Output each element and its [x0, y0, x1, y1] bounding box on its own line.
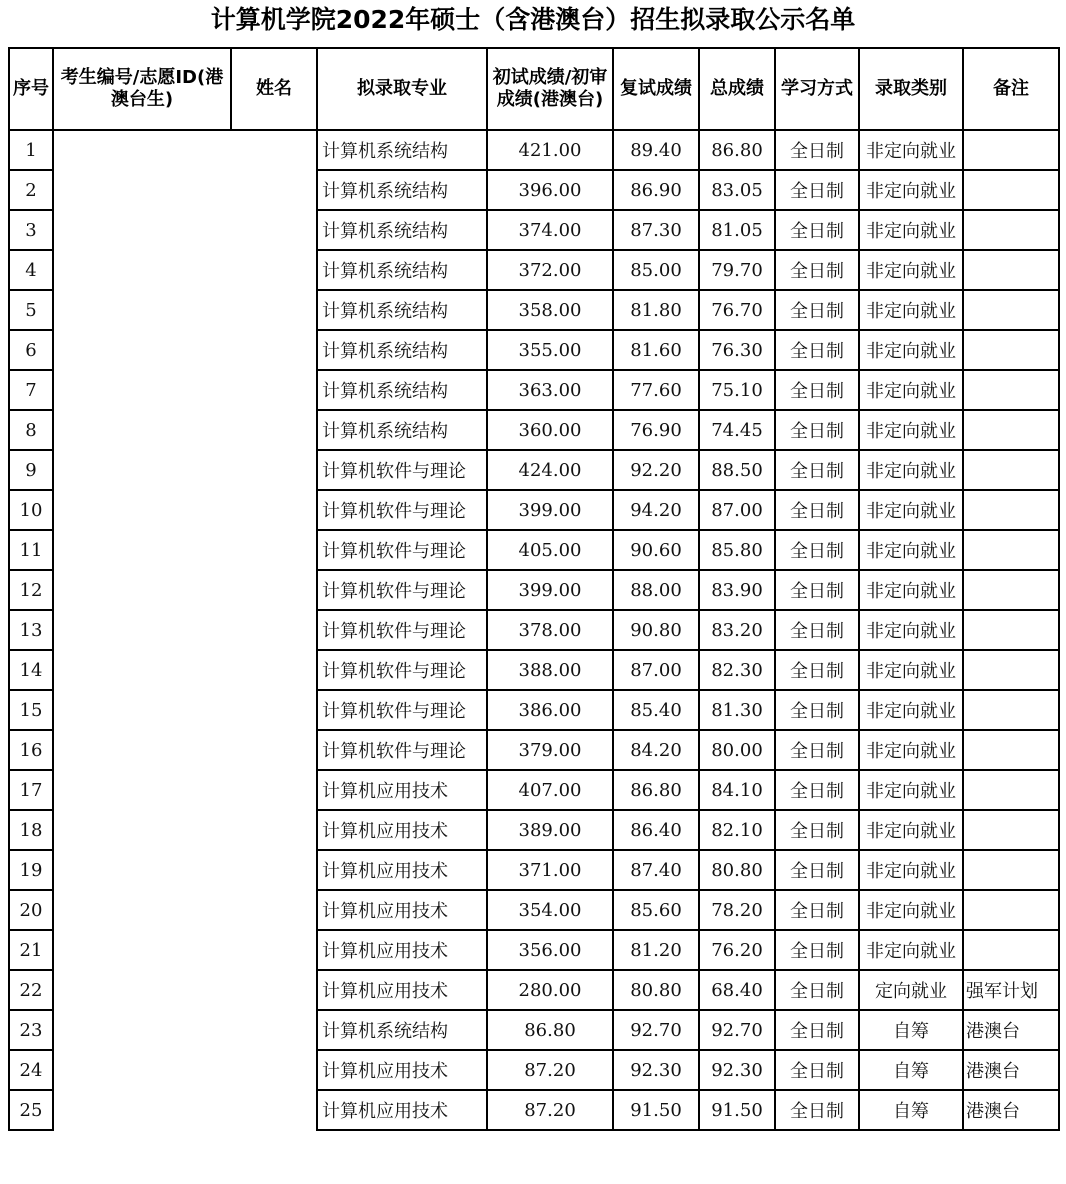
- row-major: 计算机应用技术: [317, 1050, 487, 1090]
- row-total-score: 82.30: [699, 650, 775, 690]
- row-major: 计算机应用技术: [317, 1090, 487, 1130]
- row-remark: [963, 890, 1059, 930]
- row-initial-score: 355.00: [487, 330, 613, 370]
- header-study-mode: 学习方式: [775, 48, 859, 130]
- row-admission-category: 非定向就业: [859, 730, 963, 770]
- row-initial-score: 399.00: [487, 570, 613, 610]
- row-retest-score: 90.60: [613, 530, 699, 570]
- row-admission-category: 非定向就业: [859, 530, 963, 570]
- row-total-score: 92.30: [699, 1050, 775, 1090]
- row-seq: 20: [9, 890, 53, 930]
- row-seq: 6: [9, 330, 53, 370]
- row-remark: [963, 170, 1059, 210]
- row-admission-category: 非定向就业: [859, 850, 963, 890]
- row-total-score: 83.05: [699, 170, 775, 210]
- row-initial-score: 374.00: [487, 210, 613, 250]
- row-retest-score: 85.00: [613, 250, 699, 290]
- row-retest-score: 86.90: [613, 170, 699, 210]
- row-admission-category: 非定向就业: [859, 170, 963, 210]
- row-admission-category: 自筹: [859, 1090, 963, 1130]
- row-name: [231, 690, 317, 730]
- row-total-score: 92.70: [699, 1010, 775, 1050]
- row-name: [231, 650, 317, 690]
- row-name: [231, 530, 317, 570]
- row-seq: 24: [9, 1050, 53, 1090]
- row-total-score: 80.00: [699, 730, 775, 770]
- header-major: 拟录取专业: [317, 48, 487, 130]
- row-name: [231, 970, 317, 1010]
- row-admission-category: 非定向就业: [859, 810, 963, 850]
- row-candidate-id: [53, 610, 231, 650]
- row-retest-score: 86.80: [613, 770, 699, 810]
- row-name: [231, 1090, 317, 1130]
- table-row: [9, 1050, 1059, 1090]
- row-retest-score: 88.00: [613, 570, 699, 610]
- row-remark: 港澳台: [963, 1090, 1059, 1130]
- row-remark: [963, 290, 1059, 330]
- row-retest-score: 87.00: [613, 650, 699, 690]
- row-retest-score: 89.40: [613, 130, 699, 170]
- row-candidate-id: [53, 130, 231, 170]
- row-initial-score: 379.00: [487, 730, 613, 770]
- row-candidate-id: [53, 970, 231, 1010]
- row-study-mode: 全日制: [775, 250, 859, 290]
- table-row: [9, 1010, 1059, 1050]
- row-major: 计算机系统结构: [317, 330, 487, 370]
- admission-table: [8, 47, 1060, 1131]
- row-remark: [963, 130, 1059, 170]
- row-remark: [963, 530, 1059, 570]
- row-initial-score: 280.00: [487, 970, 613, 1010]
- row-study-mode: 全日制: [775, 490, 859, 530]
- header-row: [9, 48, 1059, 130]
- row-name: [231, 130, 317, 170]
- row-study-mode: 全日制: [775, 930, 859, 970]
- row-study-mode: 全日制: [775, 170, 859, 210]
- row-major: 计算机应用技术: [317, 850, 487, 890]
- row-remark: [963, 210, 1059, 250]
- row-seq: 16: [9, 730, 53, 770]
- row-total-score: 91.50: [699, 1090, 775, 1130]
- row-seq: 8: [9, 410, 53, 450]
- row-major: 计算机系统结构: [317, 250, 487, 290]
- row-major: 计算机系统结构: [317, 370, 487, 410]
- page-title: 计算机学院2022年硕士（含港澳台）招生拟录取公示名单: [210, 5, 856, 34]
- row-seq: 10: [9, 490, 53, 530]
- row-study-mode: 全日制: [775, 410, 859, 450]
- row-initial-score: 421.00: [487, 130, 613, 170]
- row-major: 计算机软件与理论: [317, 530, 487, 570]
- row-total-score: 86.80: [699, 130, 775, 170]
- table-row: [9, 570, 1059, 610]
- row-remark: [963, 930, 1059, 970]
- row-candidate-id: [53, 1090, 231, 1130]
- row-candidate-id: [53, 1010, 231, 1050]
- row-total-score: 79.70: [699, 250, 775, 290]
- row-remark: [963, 690, 1059, 730]
- row-admission-category: 非定向就业: [859, 210, 963, 250]
- row-admission-category: 非定向就业: [859, 450, 963, 490]
- row-candidate-id: [53, 650, 231, 690]
- row-study-mode: 全日制: [775, 370, 859, 410]
- row-initial-score: 356.00: [487, 930, 613, 970]
- table-row: [9, 690, 1059, 730]
- table-row: [9, 410, 1059, 450]
- row-initial-score: 407.00: [487, 770, 613, 810]
- row-major: 计算机应用技术: [317, 890, 487, 930]
- row-name: [231, 770, 317, 810]
- row-study-mode: 全日制: [775, 1010, 859, 1050]
- row-admission-category: 非定向就业: [859, 650, 963, 690]
- header-initial-score: 初试成绩/初审成绩(港澳台): [487, 48, 613, 130]
- table-row: [9, 1090, 1059, 1130]
- row-candidate-id: [53, 250, 231, 290]
- row-candidate-id: [53, 810, 231, 850]
- row-seq: 1: [9, 130, 53, 170]
- row-candidate-id: [53, 410, 231, 450]
- row-name: [231, 850, 317, 890]
- row-study-mode: 全日制: [775, 1090, 859, 1130]
- row-initial-score: 363.00: [487, 370, 613, 410]
- row-admission-category: 非定向就业: [859, 370, 963, 410]
- row-total-score: 68.40: [699, 970, 775, 1010]
- row-total-score: 83.20: [699, 610, 775, 650]
- row-study-mode: 全日制: [775, 1050, 859, 1090]
- row-seq: 14: [9, 650, 53, 690]
- row-admission-category: 自筹: [859, 1050, 963, 1090]
- row-major: 计算机系统结构: [317, 170, 487, 210]
- table-row: [9, 450, 1059, 490]
- row-candidate-id: [53, 530, 231, 570]
- row-study-mode: 全日制: [775, 570, 859, 610]
- row-initial-score: 386.00: [487, 690, 613, 730]
- table-row: [9, 490, 1059, 530]
- table-row: [9, 930, 1059, 970]
- row-candidate-id: [53, 730, 231, 770]
- row-name: [231, 1050, 317, 1090]
- row-admission-category: 非定向就业: [859, 930, 963, 970]
- row-retest-score: 81.80: [613, 290, 699, 330]
- row-remark: [963, 570, 1059, 610]
- row-retest-score: 80.80: [613, 970, 699, 1010]
- row-retest-score: 94.20: [613, 490, 699, 530]
- row-study-mode: 全日制: [775, 610, 859, 650]
- table-row: [9, 290, 1059, 330]
- row-initial-score: 405.00: [487, 530, 613, 570]
- table-row: [9, 530, 1059, 570]
- table-row: [9, 970, 1059, 1010]
- row-name: [231, 930, 317, 970]
- row-initial-score: 399.00: [487, 490, 613, 530]
- row-remark: [963, 650, 1059, 690]
- row-admission-category: 非定向就业: [859, 290, 963, 330]
- row-name: [231, 570, 317, 610]
- row-seq: 15: [9, 690, 53, 730]
- row-study-mode: 全日制: [775, 210, 859, 250]
- row-name: [231, 730, 317, 770]
- row-retest-score: 81.60: [613, 330, 699, 370]
- row-retest-score: 87.30: [613, 210, 699, 250]
- row-retest-score: 91.50: [613, 1090, 699, 1130]
- row-initial-score: 86.80: [487, 1010, 613, 1050]
- row-remark: [963, 770, 1059, 810]
- row-major: 计算机软件与理论: [317, 490, 487, 530]
- row-remark: [963, 490, 1059, 530]
- row-seq: 23: [9, 1010, 53, 1050]
- row-total-score: 74.45: [699, 410, 775, 450]
- row-total-score: 84.10: [699, 770, 775, 810]
- row-seq: 19: [9, 850, 53, 890]
- row-initial-score: 87.20: [487, 1090, 613, 1130]
- row-name: [231, 170, 317, 210]
- row-study-mode: 全日制: [775, 450, 859, 490]
- row-seq: 3: [9, 210, 53, 250]
- row-total-score: 87.00: [699, 490, 775, 530]
- row-seq: 11: [9, 530, 53, 570]
- table-row: [9, 250, 1059, 290]
- row-major: 计算机软件与理论: [317, 650, 487, 690]
- row-seq: 13: [9, 610, 53, 650]
- row-admission-category: 非定向就业: [859, 330, 963, 370]
- table-row: [9, 330, 1059, 370]
- table-row: [9, 610, 1059, 650]
- row-name: [231, 330, 317, 370]
- row-name: [231, 210, 317, 250]
- table-body: [9, 130, 1059, 1130]
- table-row: [9, 210, 1059, 250]
- row-admission-category: 非定向就业: [859, 610, 963, 650]
- row-remark: 港澳台: [963, 1050, 1059, 1090]
- row-total-score: 76.30: [699, 330, 775, 370]
- row-major: 计算机系统结构: [317, 410, 487, 450]
- row-candidate-id: [53, 850, 231, 890]
- table-row: [9, 650, 1059, 690]
- row-seq: 9: [9, 450, 53, 490]
- row-study-mode: 全日制: [775, 770, 859, 810]
- row-name: [231, 890, 317, 930]
- row-total-score: 76.20: [699, 930, 775, 970]
- row-major: 计算机应用技术: [317, 810, 487, 850]
- row-major: 计算机软件与理论: [317, 610, 487, 650]
- row-admission-category: 非定向就业: [859, 130, 963, 170]
- row-total-score: 75.10: [699, 370, 775, 410]
- row-name: [231, 610, 317, 650]
- row-name: [231, 250, 317, 290]
- row-study-mode: 全日制: [775, 970, 859, 1010]
- header-total-score: 总成绩: [699, 48, 775, 130]
- header-seq: 序号: [9, 48, 53, 130]
- row-candidate-id: [53, 170, 231, 210]
- row-retest-score: 92.30: [613, 1050, 699, 1090]
- header-retest-score: 复试成绩: [613, 48, 699, 130]
- row-seq: 18: [9, 810, 53, 850]
- row-major: 计算机软件与理论: [317, 450, 487, 490]
- row-retest-score: 90.80: [613, 610, 699, 650]
- header-admission-category: 录取类别: [859, 48, 963, 130]
- row-candidate-id: [53, 490, 231, 530]
- row-remark: [963, 850, 1059, 890]
- row-seq: 17: [9, 770, 53, 810]
- row-remark: 强军计划: [963, 970, 1059, 1010]
- row-initial-score: 371.00: [487, 850, 613, 890]
- row-study-mode: 全日制: [775, 290, 859, 330]
- row-major: 计算机系统结构: [317, 290, 487, 330]
- row-admission-category: 非定向就业: [859, 250, 963, 290]
- row-candidate-id: [53, 450, 231, 490]
- row-name: [231, 290, 317, 330]
- row-initial-score: 388.00: [487, 650, 613, 690]
- row-seq: 2: [9, 170, 53, 210]
- row-retest-score: 81.20: [613, 930, 699, 970]
- row-initial-score: 360.00: [487, 410, 613, 450]
- row-initial-score: 358.00: [487, 290, 613, 330]
- row-retest-score: 84.20: [613, 730, 699, 770]
- row-admission-category: 自筹: [859, 1010, 963, 1050]
- table-row: [9, 770, 1059, 810]
- table-row: [9, 850, 1059, 890]
- row-retest-score: 76.90: [613, 410, 699, 450]
- row-name: [231, 1010, 317, 1050]
- row-seq: 4: [9, 250, 53, 290]
- row-remark: [963, 810, 1059, 850]
- row-seq: 22: [9, 970, 53, 1010]
- row-name: [231, 370, 317, 410]
- row-remark: 港澳台: [963, 1010, 1059, 1050]
- table-row: [9, 890, 1059, 930]
- row-initial-score: 424.00: [487, 450, 613, 490]
- row-admission-category: 定向就业: [859, 970, 963, 1010]
- row-seq: 12: [9, 570, 53, 610]
- row-study-mode: 全日制: [775, 650, 859, 690]
- row-admission-category: 非定向就业: [859, 410, 963, 450]
- row-study-mode: 全日制: [775, 730, 859, 770]
- header-name: 姓名: [231, 48, 317, 130]
- row-study-mode: 全日制: [775, 890, 859, 930]
- table-row: [9, 170, 1059, 210]
- row-major: 计算机系统结构: [317, 1010, 487, 1050]
- row-candidate-id: [53, 370, 231, 410]
- row-total-score: 81.30: [699, 690, 775, 730]
- row-remark: [963, 330, 1059, 370]
- row-remark: [963, 610, 1059, 650]
- row-study-mode: 全日制: [775, 810, 859, 850]
- row-candidate-id: [53, 930, 231, 970]
- row-seq: 5: [9, 290, 53, 330]
- row-retest-score: 92.70: [613, 1010, 699, 1050]
- row-total-score: 82.10: [699, 810, 775, 850]
- row-initial-score: 372.00: [487, 250, 613, 290]
- row-total-score: 83.90: [699, 570, 775, 610]
- row-remark: [963, 730, 1059, 770]
- header-candidate-id: 考生编号/志愿ID(港澳台生): [53, 48, 231, 130]
- row-total-score: 78.20: [699, 890, 775, 930]
- row-major: 计算机应用技术: [317, 930, 487, 970]
- row-seq: 25: [9, 1090, 53, 1130]
- row-retest-score: 92.20: [613, 450, 699, 490]
- row-total-score: 80.80: [699, 850, 775, 890]
- row-candidate-id: [53, 770, 231, 810]
- header-remark: 备注: [963, 48, 1059, 130]
- row-name: [231, 410, 317, 450]
- row-name: [231, 490, 317, 530]
- row-retest-score: 77.60: [613, 370, 699, 410]
- row-retest-score: 87.40: [613, 850, 699, 890]
- row-candidate-id: [53, 890, 231, 930]
- row-major: 计算机应用技术: [317, 970, 487, 1010]
- row-total-score: 76.70: [699, 290, 775, 330]
- row-major: 计算机软件与理论: [317, 570, 487, 610]
- row-remark: [963, 370, 1059, 410]
- row-study-mode: 全日制: [775, 690, 859, 730]
- table-row: [9, 130, 1059, 170]
- row-admission-category: 非定向就业: [859, 770, 963, 810]
- row-total-score: 81.05: [699, 210, 775, 250]
- row-major: 计算机系统结构: [317, 130, 487, 170]
- row-candidate-id: [53, 210, 231, 250]
- table-row: [9, 810, 1059, 850]
- row-major: 计算机系统结构: [317, 210, 487, 250]
- table-row: [9, 730, 1059, 770]
- row-remark: [963, 450, 1059, 490]
- row-initial-score: 354.00: [487, 890, 613, 930]
- row-candidate-id: [53, 690, 231, 730]
- row-study-mode: 全日制: [775, 850, 859, 890]
- row-study-mode: 全日制: [775, 330, 859, 370]
- row-candidate-id: [53, 290, 231, 330]
- row-admission-category: 非定向就业: [859, 890, 963, 930]
- row-initial-score: 87.20: [487, 1050, 613, 1090]
- row-retest-score: 85.40: [613, 690, 699, 730]
- row-retest-score: 85.60: [613, 890, 699, 930]
- row-candidate-id: [53, 330, 231, 370]
- row-seq: 7: [9, 370, 53, 410]
- row-candidate-id: [53, 1050, 231, 1090]
- table-row: [9, 370, 1059, 410]
- row-seq: 21: [9, 930, 53, 970]
- row-retest-score: 86.40: [613, 810, 699, 850]
- row-initial-score: 389.00: [487, 810, 613, 850]
- row-remark: [963, 410, 1059, 450]
- row-total-score: 85.80: [699, 530, 775, 570]
- row-initial-score: 396.00: [487, 170, 613, 210]
- row-name: [231, 810, 317, 850]
- row-name: [231, 450, 317, 490]
- row-admission-category: 非定向就业: [859, 490, 963, 530]
- row-admission-category: 非定向就业: [859, 570, 963, 610]
- row-candidate-id: [53, 570, 231, 610]
- row-initial-score: 378.00: [487, 610, 613, 650]
- row-major: 计算机软件与理论: [317, 730, 487, 770]
- row-major: 计算机应用技术: [317, 770, 487, 810]
- row-total-score: 88.50: [699, 450, 775, 490]
- row-remark: [963, 250, 1059, 290]
- row-study-mode: 全日制: [775, 530, 859, 570]
- row-study-mode: 全日制: [775, 130, 859, 170]
- row-admission-category: 非定向就业: [859, 690, 963, 730]
- row-major: 计算机软件与理论: [317, 690, 487, 730]
